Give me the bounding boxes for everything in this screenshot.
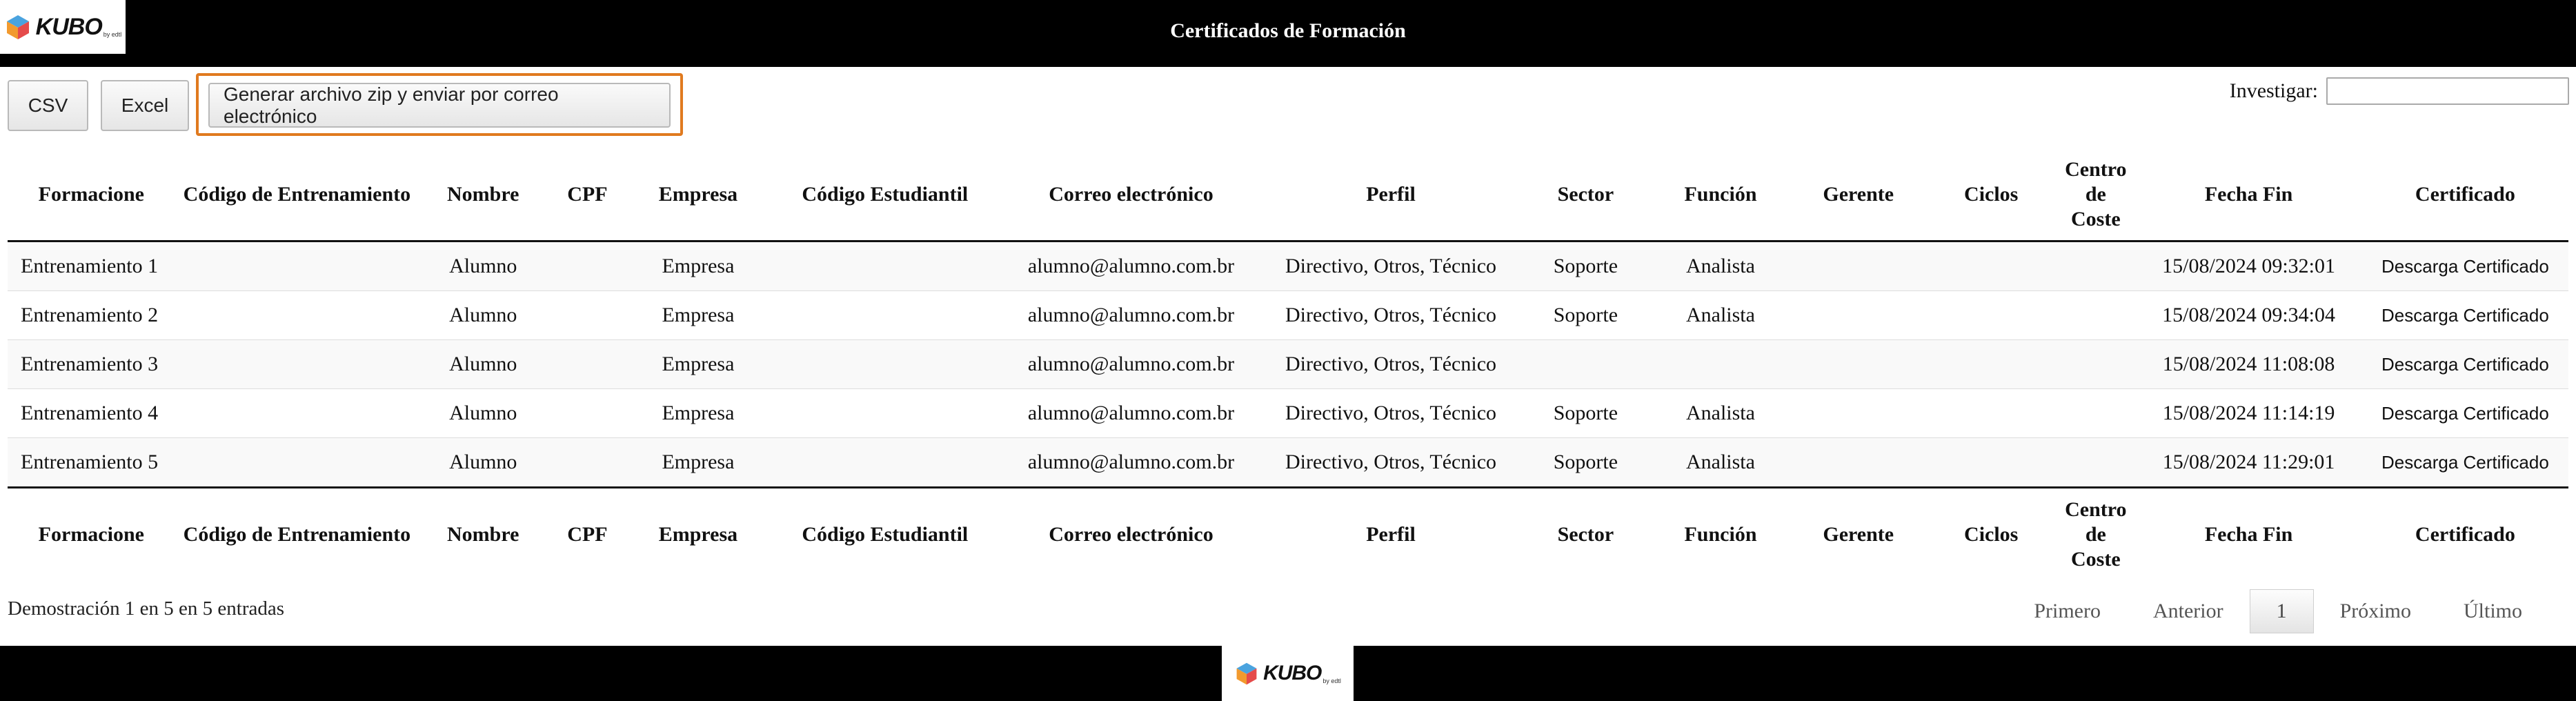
cell-sector: Soporte [1520, 438, 1650, 488]
download-certificate-link[interactable]: Descarga Certificado [2362, 291, 2568, 340]
cell-profile: Directivo, Otros, Técnico [1261, 389, 1521, 438]
column-footer: Función [1651, 488, 1791, 581]
csv-export-button[interactable]: CSV [8, 80, 88, 131]
cell-sector: Soporte [1520, 291, 1650, 340]
cell-function: Analista [1651, 291, 1791, 340]
cell-training: Entrenamiento 5 [8, 438, 175, 488]
cell-student-code [769, 340, 1001, 389]
cell-cycles [1926, 340, 2056, 389]
cell-profile: Directivo, Otros, Técnico [1261, 291, 1521, 340]
column-header[interactable]: Empresa [627, 148, 769, 241]
cell-training: Entrenamiento 1 [21, 255, 159, 277]
column-header[interactable]: Perfil [1261, 148, 1521, 241]
cell-cycles [1926, 241, 2056, 291]
search-input[interactable] [2326, 77, 2569, 105]
column-header[interactable]: Formacione [8, 148, 175, 241]
cell-email: alumno@alumno.com.br [1001, 438, 1261, 488]
cell-training: Entrenamiento 3 [8, 340, 175, 389]
column-header[interactable]: CPF [547, 148, 627, 241]
cell-email: alumno@alumno.com.br [1001, 291, 1261, 340]
cell-sector: Soporte [1520, 389, 1650, 438]
cell-training: Entrenamiento 4 [8, 389, 175, 438]
search-box [2230, 77, 2569, 105]
cell-training-code [175, 438, 419, 488]
cell-cost-center [2056, 340, 2135, 389]
cell-company: Empresa [627, 389, 769, 438]
column-footer: Empresa [627, 488, 769, 581]
download-certificate-link[interactable]: Descarga Certificado [2362, 340, 2568, 389]
cell-function: Analista [1651, 389, 1791, 438]
cell-cost-center [2056, 241, 2135, 291]
table-row [8, 340, 2568, 389]
cell-training-code [175, 241, 419, 291]
footer-logo-text: KUBO [1263, 662, 1322, 684]
column-header[interactable]: Nombre [419, 148, 547, 241]
table-row [8, 291, 2568, 340]
cell-end-date: 15/08/2024 09:32:01 [2162, 255, 2335, 277]
cell-company: Empresa [662, 255, 735, 277]
top-bar [0, 0, 2576, 67]
cell-name: Alumno [419, 438, 547, 488]
cell-training-code [175, 291, 419, 340]
column-header[interactable]: Fecha Fin [2135, 148, 2361, 241]
cell-company: Empresa [627, 340, 769, 389]
download-certificate-link[interactable]: Descarga Certificado [2381, 255, 2549, 277]
cell-sector: Soporte [1553, 255, 1618, 277]
column-footer: Fecha Fin [2135, 488, 2361, 581]
cell-manager [1790, 241, 1926, 291]
cell-company: Empresa [627, 291, 769, 340]
column-header[interactable]: Centro de Coste [2056, 148, 2135, 241]
cell-cpf [547, 291, 627, 340]
pagination-next[interactable]: Próximo [2339, 600, 2411, 622]
column-header[interactable]: Código Estudiantil [769, 148, 1001, 241]
generate-zip-email-button[interactable]: Generar archivo zip y enviar por correo electrónico [208, 83, 671, 128]
certificates-table [8, 148, 2568, 580]
column-footer: Centro de Coste [2056, 488, 2135, 581]
cell-function: Analista [1685, 255, 1755, 277]
download-certificate-link[interactable]: Descarga Certificado [2362, 389, 2568, 438]
cell-manager [1790, 438, 1926, 488]
cell-training-code [175, 389, 419, 438]
cell-email: alumno@alumno.com.br [1001, 340, 1261, 389]
pagination-first[interactable]: Primero [2034, 600, 2101, 622]
cell-profile: Directivo, Otros, Técnico [1261, 340, 1521, 389]
cell-student-code [769, 438, 1001, 488]
table-footer-row [8, 488, 2568, 581]
pagination-last[interactable]: Último [2463, 600, 2522, 622]
column-footer: CPF [547, 488, 627, 581]
column-footer: Código Estudiantil [769, 488, 1001, 581]
cell-name: Alumno [419, 389, 547, 438]
cell-cost-center [2056, 389, 2135, 438]
cell-cpf [547, 438, 627, 488]
table-header-row [8, 148, 2568, 241]
logo-subtext: by edtl [103, 31, 122, 38]
column-footer: Ciclos [1926, 488, 2056, 581]
cell-company: Empresa [627, 438, 769, 488]
cell-function [1651, 340, 1791, 389]
column-footer: Código de Entrenamiento [175, 488, 419, 581]
cell-training: Entrenamiento 2 [8, 291, 175, 340]
cell-name: Alumno [419, 340, 547, 389]
column-header[interactable]: Correo electrónico [1001, 148, 1261, 241]
footer-logo-subtext: by edtl [1322, 678, 1341, 684]
search-label: Investigar: [2229, 79, 2318, 102]
column-header[interactable]: Ciclos [1926, 148, 2056, 241]
column-footer: Formacione [8, 488, 175, 581]
column-footer: Perfil [1261, 488, 1521, 581]
logo-text: KUBO [35, 13, 102, 40]
column-footer: Nombre [419, 488, 547, 581]
cell-profile: Directivo, Otros, Técnico [1261, 438, 1521, 488]
column-footer: Gerente [1790, 488, 1926, 581]
cell-cycles [1926, 389, 2056, 438]
column-header[interactable]: Gerente [1790, 148, 1926, 241]
cell-end-date: 15/08/2024 11:29:01 [2135, 438, 2361, 488]
footer-logo [1222, 646, 1354, 701]
cell-cost-center [2056, 291, 2135, 340]
table-row [8, 389, 2568, 438]
zip-button-focus-ring [196, 73, 683, 136]
cell-student-code [769, 291, 1001, 340]
cell-manager [1790, 291, 1926, 340]
cell-end-date: 15/08/2024 11:14:19 [2135, 389, 2361, 438]
cell-cpf [547, 241, 627, 291]
column-header[interactable]: Código de Entrenamiento [175, 148, 419, 241]
pagination-previous[interactable]: Anterior [2152, 600, 2223, 622]
cell-end-date: 15/08/2024 11:08:08 [2135, 340, 2361, 389]
cell-sector [1520, 340, 1650, 389]
cell-student-code [769, 241, 1001, 291]
cell-profile: Directivo, Otros, Técnico [1285, 255, 1497, 277]
cell-end-date: 15/08/2024 09:34:04 [2135, 291, 2361, 340]
cell-manager [1790, 389, 1926, 438]
cell-name: Alumno [449, 255, 517, 277]
cell-cost-center [2056, 438, 2135, 488]
cell-cycles [1926, 291, 2056, 340]
cell-email: alumno@alumno.com.br [1027, 255, 1235, 277]
pagination [2008, 589, 2548, 633]
column-footer: Sector [1520, 488, 1650, 581]
cell-function: Analista [1651, 438, 1791, 488]
table-row [8, 438, 2568, 488]
cell-manager [1790, 340, 1926, 389]
cube-logo-icon [1234, 661, 1259, 686]
table-info: Demostración 1 en 5 en 5 entradas [8, 598, 285, 620]
cell-training-code [175, 340, 419, 389]
column-header[interactable]: Función [1651, 148, 1791, 241]
cell-cpf [547, 340, 627, 389]
excel-export-button[interactable]: Excel [101, 80, 189, 131]
bottom-bar [0, 646, 2576, 701]
table-row [8, 241, 2568, 291]
column-footer: Correo electrónico [1001, 488, 1261, 581]
cell-email: alumno@alumno.com.br [1001, 389, 1261, 438]
cell-cpf [547, 389, 627, 438]
pagination-page-1[interactable]: 1 [2250, 589, 2314, 633]
cell-name: Alumno [419, 291, 547, 340]
column-footer: Certificado [2362, 488, 2568, 581]
column-header[interactable]: Certificado [2362, 148, 2568, 241]
cell-cycles [1926, 438, 2056, 488]
column-header[interactable]: Sector [1520, 148, 1650, 241]
download-certificate-link[interactable]: Descarga Certificado [2362, 438, 2568, 488]
page-title: Certificados de Formación [1170, 19, 1406, 42]
cell-student-code [769, 389, 1001, 438]
